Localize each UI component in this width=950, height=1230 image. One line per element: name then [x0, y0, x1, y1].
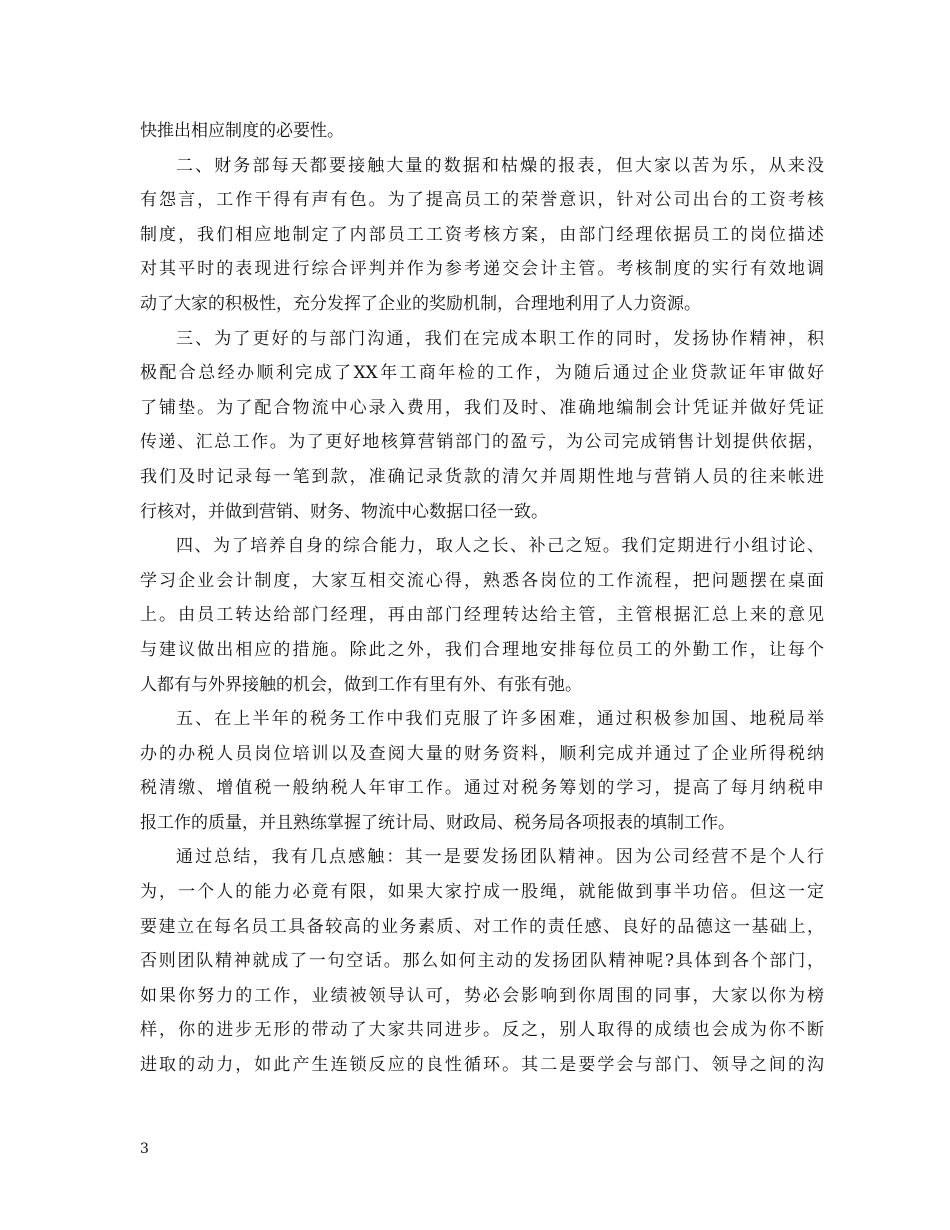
document-body	[140, 114, 824, 1083]
text-line: 要建立在每名员工具备较高的业务素质、对工作的责任感、良好的品德这一基础上，	[140, 916, 824, 937]
page-number: 3	[140, 1141, 149, 1157]
text-line: 有怨言，工作干得有声有色。为了提高员工的荣誉意识，针对公司出台的工资考核	[140, 190, 824, 211]
text-line: 否则团队精神就成了一句空话。那么如何主动的发扬团队精神呢?具体到各个部门，	[140, 951, 824, 972]
text-line: 我们及时记录每一笔到款，准确记录货款的清欠并周期性地与营销人员的往来帐进	[140, 466, 824, 487]
text-line: 传递、汇总工作。为了更好地核算营销部门的盈亏，为公司完成销售计划提供依据，	[140, 432, 824, 453]
text-line: 了铺垫。为了配合物流中心录入费用，我们及时、准确地编制会计凭证并做好凭证	[140, 397, 824, 418]
text-line: 报工作的质量，并且熟练掌握了统计局、财政局、税务局各项报表的填制工作。	[140, 812, 735, 833]
text-line: 行核对，并做到营销、财务、物流中心数据口径一致。	[140, 501, 548, 522]
text-line: 如果你努力的工作，业绩被领导认可，势必会影响到你周围的同事，大家以你为榜	[140, 985, 824, 1006]
text-line: 三、为了更好的与部门沟通，我们在完成本职工作的同时，发扬协作精神，积	[176, 328, 824, 349]
text-line: 为，一个人的能力必竟有限，如果大家拧成一股绳，就能做到事半功倍。但这一定	[140, 882, 824, 903]
text-line: 五、在上半年的税务工作中我们克服了许多困难，通过积极参加国、地税局举	[176, 709, 824, 730]
text-line: 办的办税人员岗位培训以及查阅大量的财务资料，顺利完成并通过了企业所得税纳	[140, 743, 824, 764]
text-line: 快推出相应制度的必要性。	[140, 121, 344, 141]
text-line: 通过总结，我有几点感触：其一是要发扬团队精神。因为公司经营不是个人行	[176, 847, 824, 868]
text-line: 动了大家的积极性，充分发挥了企业的奖励机制，合理地利用了人力资源。	[140, 293, 701, 314]
text-line: 极配合总经办顺利完成了XX年工商年检的工作，为随后通过企业贷款证年审做好	[140, 363, 824, 384]
text-line: 人都有与外界接触的机会，做到工作有里有外、有张有弛。	[140, 674, 582, 695]
text-line: 制度，我们相应地制定了内部员工工资考核方案，由部门经理依据员工的岗位描述	[140, 224, 824, 245]
text-line: 进取的动力，如此产生连锁反应的良性循环。其二是要学会与部门、领导之间的沟	[140, 1055, 824, 1076]
text-line: 学习企业会计制度，大家互相交流心得，熟悉各岗位的工作流程，把问题摆在桌面	[140, 570, 824, 591]
text-line: 对其平时的表现进行综合评判并作为参考递交会计主管。考核制度的实行有效地调	[140, 259, 824, 280]
text-line: 上。由员工转达给部门经理，再由部门经理转达给主管，主管根据汇总上来的意见	[140, 605, 824, 626]
text-line: 与建议做出相应的措施。除此之外，我们合理地安排每位员工的外勤工作，让每个	[140, 639, 824, 660]
text-line: 税清缴、增值税一般纳税人年审工作。通过对税务筹划的学习，提高了每月纳税申	[140, 778, 824, 799]
text-line: 二、财务部每天都要接触大量的数据和枯燥的报表，但大家以苦为乐，从来没	[176, 155, 824, 176]
text-line: 样，你的进步无形的带动了大家共同进步。反之，别人取得的成绩也会成为你不断	[140, 1020, 824, 1041]
text-line: 四、为了培养自身的综合能力，取人之长、补己之短。我们定期进行小组讨论、	[176, 536, 824, 557]
